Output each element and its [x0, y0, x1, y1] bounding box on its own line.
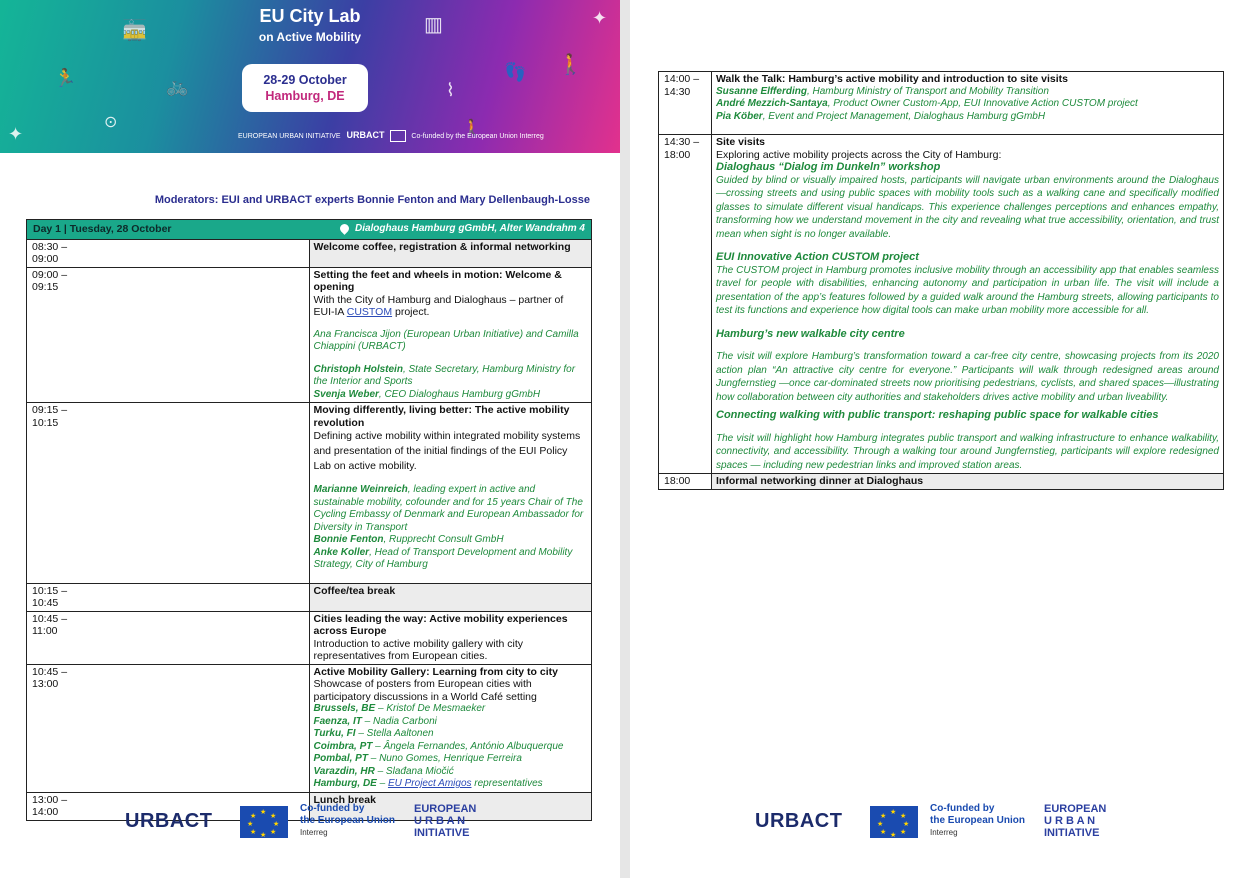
- eu-flag-icon: ★ ★ ★ ★ ★ ★ ★ ★: [240, 806, 288, 838]
- hiker-icon: 🚶: [462, 120, 482, 137]
- route-icon: ⌇: [446, 80, 455, 100]
- speaker: Marianne Weinreich, leading expert in active and sustainable mobility, cofounder and for 15 years Chair of The Cycling Embassy of Denmark and European Ambassador for Diversity in Transport: [313, 484, 584, 533]
- city-entry: Hamburg, DE – EU Project Amigos representatives: [313, 778, 543, 789]
- train-icon: 🚋: [122, 20, 147, 42]
- city-entry: Varazdin, HR – Slađana Miočić: [313, 765, 454, 777]
- event-subtitle: on Active Mobility: [258, 30, 362, 44]
- agenda-row: 18:00 Informal networking dinner at Dialoghaus: [659, 474, 1224, 490]
- banner-logos: [238, 130, 544, 142]
- agenda-row: 10:45 – 13:00 Active Mobility Gallery: Learning from city to city Showcase of posters from European cities with participatory discussions in a World Café setting Brussels, BE – Kristof De Mesmaeker Faenza, IT – Nadia Carboni Turku, FI – Stella Aaltonen Coimbra, PT – Ângela Fernandes, António Albuquerque Pombal, PT – Nuno Gomes, Henrique Ferreira Varazdin, HR – Slađana Miočić Hamburg, DE – EU Project Amigos representatives: [27, 664, 592, 792]
- page-footer: [630, 800, 1250, 845]
- session-title: Active Mobility Gallery: Learning from city to city: [313, 665, 558, 678]
- site-visit-text: Guided by blind or visually impaired hosts, participants will navigate urban environments around the Dialoghaus—crossing streets and using public spaces with mobility tools such as a walking cane and specifically modified glasses to simulate different visual handicaps. This experience challenges perceptions and enhances empathy, transforming how we understand movement in the city and revealing what true accessibility, orientation, and trust mean when sight is no longer available.: [716, 174, 1219, 240]
- city-entry: Pombal, PT – Nuno Gomes, Henrique Ferreira: [313, 753, 522, 764]
- city-entry: Brussels, BE – Kristof De Mesmaeker: [313, 703, 486, 714]
- urbact-logo: URBACT: [755, 810, 843, 832]
- agenda-row: 09:15 – 10:15 Moving differently, living better: The active mobility revolution Defining active mobility within integrated mobility systems and presentation of the initial findings of the EUI Policy Lab on active mobility. Marianne Weinreich, leading expert in active and sustainable mobility, cofounder and for 15 years Chair of The Cycling Embassy of Denmark and European Ambassador for Diversity in Transport Bonnie Fenton, Rupprecht Consult GmbH Anke Koller, Head of Transport Development and Mobility Strategy, City of Hamburg: [27, 403, 592, 584]
- day1-agenda-table: [26, 219, 592, 821]
- event-dates: 28-29 October: [263, 73, 347, 87]
- cofunded-logo: Co-funded by the European Union Interreg: [300, 803, 395, 837]
- eui-logo: EUROPEAN U R B A N INITIATIVE: [1044, 803, 1107, 839]
- session-title: Setting the feet and wheels in motion: Welcome & opening: [313, 268, 562, 293]
- footprints-icon: 👣: [504, 62, 527, 82]
- session-title: Welcome coffee, registration & informal networking: [313, 240, 571, 253]
- page-footer: [0, 800, 620, 845]
- page-2: [630, 0, 1250, 878]
- eu-flag-icon: [390, 130, 406, 142]
- bicycle-icon: 🚲: [166, 76, 189, 96]
- day-header: Day 1 | Tuesday, 28 October: [33, 223, 172, 235]
- session-title: Cities leading the way: Active mobility experiences across Europe: [313, 612, 568, 637]
- eui-logo: EUROPEAN U R B A N INITIATIVE: [414, 803, 477, 839]
- site-visit-text: The CUSTOM project in Hamburg promotes inclusive mobility through an accessibility app that enables seamless travel for people with disabilities, enhancing autonomy and participation in urban life. The visit will include a presentation of the app’s features followed by a guided walk around the Hamburg streets, allowing participants to test its functions and experience how digital tools can make urban mobility more accessible for all.: [716, 264, 1219, 316]
- site-visit-heading: Connecting walking with public transport: reshaping public space for walkable cities: [716, 409, 1159, 421]
- city-entry: Turku, FI – Stella Aaltonen: [313, 728, 434, 739]
- custom-project-link[interactable]: CUSTOM: [346, 306, 393, 318]
- session-description: Exploring active mobility projects across the City of Hamburg:: [716, 148, 1002, 161]
- session-title: Site visits: [716, 136, 766, 148]
- session-title: Coffee/tea break: [313, 584, 396, 597]
- speaker: Bonnie Fenton, Rupprecht Consult GmbH: [313, 534, 504, 545]
- session-intro: Ana Francisca Jijon (European Urban Initiative) and Camilla Chiappini (URBACT): [313, 328, 579, 352]
- agenda-row: 14:30 – 18:00 Site visits Exploring active mobility projects across the City of Hamburg: Dialoghaus “Dialog im Dunkeln” workshop Guided by blind or visually impaired hosts, participants will navigate urban environments around the Dialoghaus—crossing streets and using public spaces with mobility tools such as a walking cane and specifically modified glasses to simulate different visual handicaps. This experience challenges perceptions and enhances empathy, transforming how we understand movement in the city and revealing what true accessibility, orientation, and trust mean when sight is no longer available. EUI Innovative Action CUSTOM project The CUSTOM project in Hamburg promotes inclusive mobility through an accessibility app that enables seamless travel for people with disabilities, enhancing autonomy and participation in urban life. The visit will include a presentation of the app’s features followed by a guided walk around the Hamburg streets, allowing participants to test its functions and experience how digital tools can make urban mobility more accessible for all. Hamburg’s new walkable city centre The visit will explore Hamburg’s transformation toward a car-free city centre, showcasing projects from its 2020 action plan “An attractive city centre for everyone.” Participants will walk through redesigned areas around Jungfernstieg —once car-dominated streets now prioritising pedestrians, cyclists, and shared spaces—illustrating how collaboration between city authorities and stakeholders drives active mobility and urban liveability. Connecting walking with public transport: reshaping public space for walkable cities The visit will highlight how Hamburg integrates public transport and walking infrastructure to enhance walkability, connectivity, and accessibility. Through a walking tour around Jungfernstieg, participants will explore redesigned spaces — including new pedestrian links and improved station areas.: [659, 135, 1224, 474]
- walker-icon: 🚶: [558, 54, 583, 76]
- speaker: Christoph Holstein, State Secretary, Hamburg Ministry for the Interior and Sports: [313, 363, 576, 387]
- moderators-line: Moderators: EUI and URBACT experts Bonnie Fenton and Mary Dellenbaugh-Losse: [154, 194, 590, 206]
- agenda-row: 10:45 – 11:00 Cities leading the way: Active mobility experiences across Europe Introduction to active mobility gallery with city representatives from European cities.: [27, 611, 592, 664]
- urbact-logo-text: URBACT: [346, 130, 385, 140]
- cofunded-logo-text: Co-funded by the European Union Interreg: [411, 133, 544, 140]
- site-visit-heading: Hamburg’s new walkable city centre: [716, 327, 905, 340]
- agenda-row: 13:00 – 14:00 Lunch break: [27, 792, 592, 820]
- event-location: Hamburg, DE: [265, 89, 345, 103]
- day-header-row: [27, 220, 592, 240]
- agenda-row: 10:15 – 10:45 Coffee/tea break: [27, 583, 592, 611]
- bus-icon: ⊙: [104, 114, 118, 131]
- sparkle-icon: ✦: [8, 124, 24, 144]
- agenda-row: 09:00 – 09:15 Setting the feet and wheels in motion: Welcome & opening With the City of Hamburg and Dialoghaus – partner of EUI-IA CUSTOM project. Ana Francisca Jijon (European Urban Initiative) and Camilla Chiappini (URBACT) Christoph Holstein, State Secretary, Hamburg Ministry for the Interior and Sports Svenja Weber, CEO Dialoghaus Hamburg gGmbH: [27, 267, 592, 403]
- session-description: Defining active mobility within integrated mobility systems and presentation of the initial findings of the EUI Policy Lab on active mobility.: [313, 430, 581, 472]
- event-banner: [0, 0, 620, 153]
- session-description: With the City of Hamburg and Dialoghaus – partner of EUI-IA CUSTOM project.: [313, 293, 564, 318]
- runner-icon: 🏃: [54, 68, 77, 88]
- site-visit-text: The visit will highlight how Hamburg integrates public transport and walking infrastructure to enhance walkability, connectivity, and accessibility. Through a walking tour around Jungfernstieg, participants will explore redesigned spaces — including new pedestrian links and improved station areas.: [716, 432, 1219, 471]
- venue: Dialoghaus Hamburg gGmbH, Alter Wandrahm 4: [340, 223, 585, 236]
- eu-project-amigos-link[interactable]: EU Project Amigos: [387, 778, 472, 789]
- date-box: [242, 64, 368, 112]
- day1-afternoon-table: [658, 71, 1224, 490]
- agenda-row: 08:30 – 09:00 Welcome coffee, registration & informal networking: [27, 239, 592, 267]
- speaker: André Mezzich-Santaya, Product Owner Custom-App, EUI Innovative Action CUSTOM project: [716, 98, 1138, 109]
- session-title: Informal networking dinner at Dialoghaus: [716, 475, 924, 487]
- speaker: Susanne Elfferding, Hamburg Ministry of Transport and Mobility Transition: [716, 85, 1049, 97]
- event-title: EU City Lab: [259, 6, 361, 26]
- city-entry: Faenza, IT – Nadia Carboni: [313, 715, 437, 727]
- page-1: [0, 0, 620, 878]
- site-visit-text: The visit will explore Hamburg’s transformation toward a car-free city centre, showcasing projects from its 2020 action plan “An attractive city centre for everyone.” Participants will walk through redesigned areas around Jungfernstieg —once car-dominated streets now prioritising pedestrians, cyclists, and shared spaces—illustrating how collaboration between city authorities and stakeholders drives active mobility and urban liveability.: [716, 351, 1219, 403]
- speaker: Anke Koller, Head of Transport Development and Mobility Strategy, City of Hamburg: [313, 546, 573, 570]
- cofunded-logo: Co-funded by the European Union Interreg: [930, 803, 1025, 837]
- speaker: Svenja Weber, CEO Dialoghaus Hamburg gGmbH: [313, 388, 541, 400]
- city-entry: Coimbra, PT – Ângela Fernandes, António Albuquerque: [313, 740, 564, 752]
- site-visit-heading: EUI Innovative Action CUSTOM project: [716, 251, 919, 263]
- session-title: Moving differently, living better: The active mobility revolution: [313, 404, 570, 429]
- session-description: Introduction to active mobility gallery with city representatives from European cities.: [313, 637, 524, 662]
- session-title: Lunch break: [313, 793, 376, 806]
- session-title: Walk the Talk: Hamburg’s active mobility and introduction to site visits: [716, 73, 1069, 85]
- urbact-logo: URBACT: [125, 810, 213, 832]
- location-pin-icon: [338, 222, 351, 235]
- agenda-row: 14:00 – 14:30 Walk the Talk: Hamburg’s active mobility and introduction to site visits Susanne Elfferding, Hamburg Ministry of Transport and Mobility Transition André Mezzich-Santaya, Product Owner Custom-App, EUI Innovative Action CUSTOM project Pia Köber, Event and Project Management, Dialoghaus Hamburg gGmbH: [659, 72, 1224, 135]
- eu-flag-icon: ★ ★ ★ ★ ★ ★ ★ ★: [870, 806, 918, 838]
- site-visit-heading: Dialoghaus “Dialog im Dunkeln” workshop: [716, 161, 941, 173]
- speaker: Pia Köber, Event and Project Management, Dialoghaus Hamburg gGmbH: [716, 110, 1046, 122]
- eui-logo-text: EUROPEAN URBAN INITIATIVE: [238, 133, 341, 140]
- building-icon: ▥: [424, 14, 443, 36]
- session-description: Showcase of posters from European cities with participatory discussions in a World Café setting: [313, 678, 537, 703]
- sparkle-icon: ✦: [592, 8, 608, 28]
